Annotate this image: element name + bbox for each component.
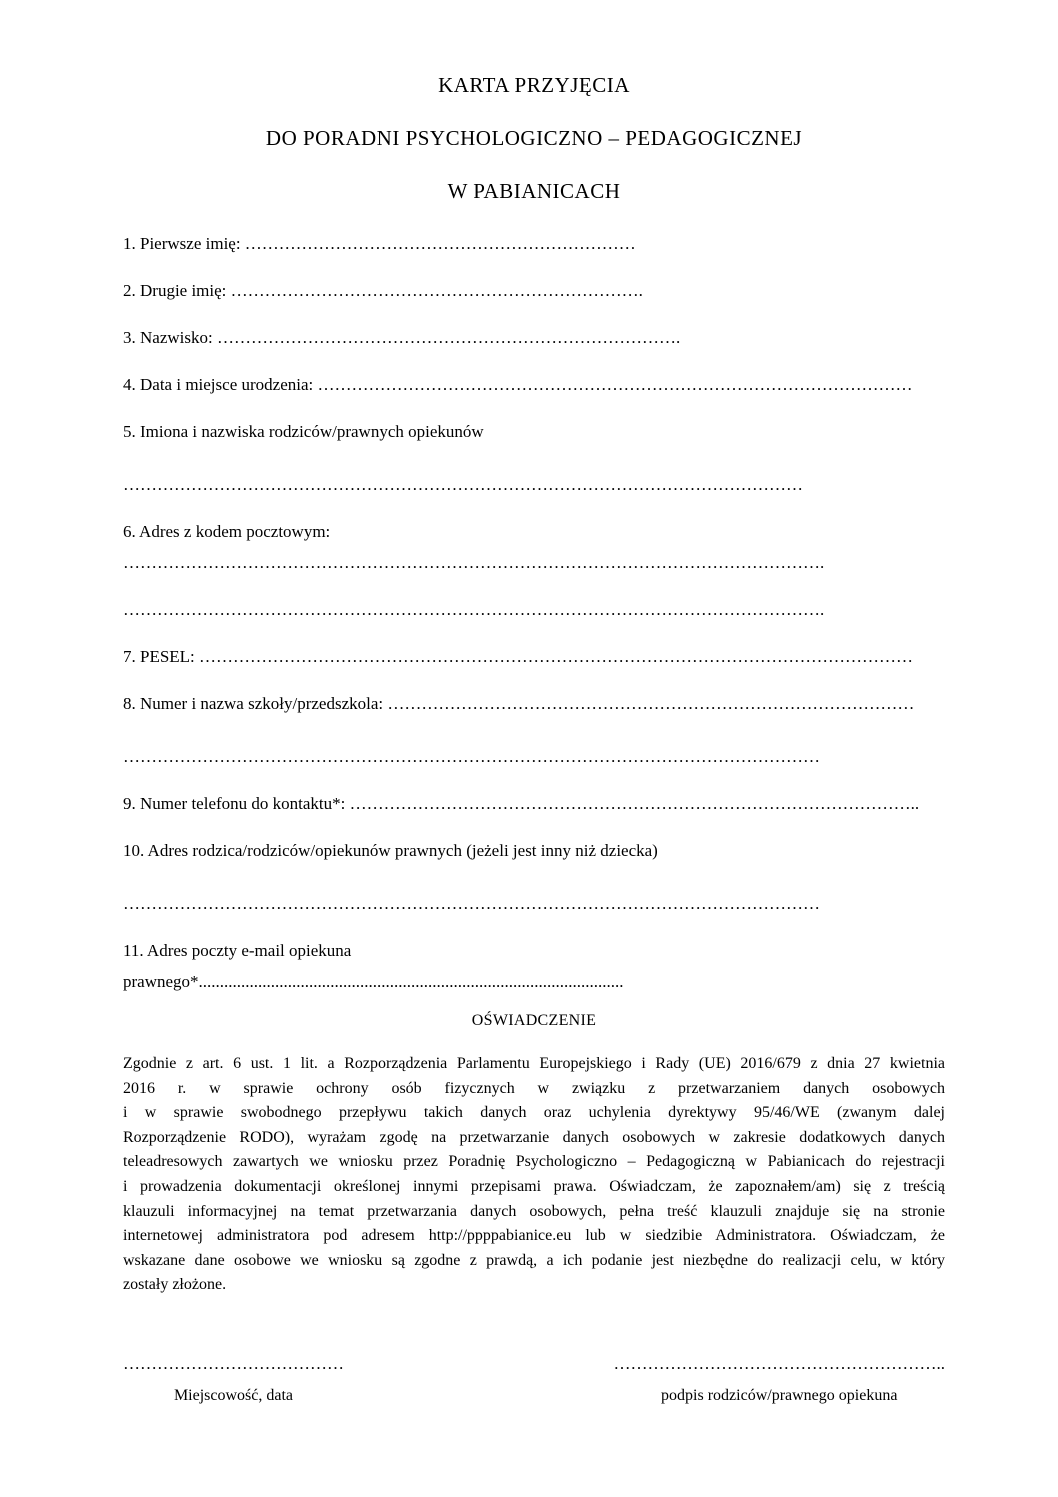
declaration-text-line: i prowadzenia dokumentacji określonej innymi przepisami prawa. Oświadczam, że zapoznałem/am) się z treścią (123, 1177, 945, 1195)
declaration-text-line: 2016 r. w sprawie ochrony osób fizycznych w związku z przetwarzaniem danych osobowych (123, 1079, 945, 1097)
signature-place-date (123, 1353, 344, 1405)
form-fields (123, 233, 945, 993)
signature-parent (614, 1353, 946, 1405)
signature-label-left: Miejscowość, data (173, 1386, 294, 1404)
declaration-text-line: i w sprawie swobodnego przepływu takich danych oraz uchylenia dyrektywy 95/46/WE (zwanym dalej (123, 1104, 945, 1122)
declaration-text-line: teleadresowych zawartych we wniosku przez Poradnię Psychologiczno – Pedagogiczną w Pabianicach do rejestracji (123, 1153, 945, 1171)
dotted-fill-line: …………………………………………………………………………………………………………… (123, 894, 820, 913)
dotted-fill-line: ………………………………………………………………………………………………………… (123, 475, 803, 494)
signature-label-right: podpis rodziców/prawnego opiekuna (661, 1386, 898, 1404)
form-field-line: 4. Data i miejsce urodzenia: …………………………………………………………………………………………… (123, 375, 913, 394)
signature-line-right: ………………………………………………….. (613, 1353, 945, 1373)
declaration-text-line: internetowej administratora pod adresem http://ppppabianice.eu lub w siedzibie Administratora. Oświadczam, że (123, 1227, 945, 1245)
form-field-line: 3. Nazwisko: ………………………………………………………………………. (123, 328, 681, 347)
title-line-3: W PABIANICACH (447, 179, 621, 203)
form-field-line: 7. PESEL: ……………………………………………………………………………………………………………… (123, 647, 914, 666)
dotted-fill-line: ……………………………………………………………………………………………………………. (123, 600, 825, 619)
form-field-line: 2. Drugie imię: ………………………………………………………………. (123, 281, 643, 300)
signature-row (123, 1353, 945, 1405)
title-line-2: DO PORADNI PSYCHOLOGICZNO – PEDAGOGICZNEJ (265, 126, 803, 150)
declaration-text-line: Rozporządzenie RODO), wyrażam zgodę na przetwarzanie danych osobowych w zakresie dodatkowych danych (123, 1128, 945, 1146)
form-field-line: 10. Adres rodzica/rodziców/opiekunów prawnych (jeżeli jest inny niż dziecka) (123, 841, 658, 860)
declaration-text-line: klauzuli informacyjnej na temat przetwarzania danych osobowych, pełna treść klauzuli znajduje się na stronie (123, 1202, 945, 1220)
document-title (123, 72, 945, 204)
form-field-line: 6. Adres z kodem pocztowym: (123, 522, 331, 541)
form-field-line: 9. Numer telefonu do kontaktu*: ……………………………………………………………………………………….. (123, 794, 920, 813)
form-field-line: 8. Numer i nazwa szkoły/przedszkola: ………………………………………………………………………………… (123, 694, 915, 713)
form-field-line: 11. Adres poczty e-mail opiekuna (123, 941, 352, 960)
title-line-1: KARTA PRZYJĘCIA (438, 73, 630, 97)
declaration-heading: OŚWIADCZENIE (471, 1012, 597, 1029)
dotted-fill-line: ……………………………………………………………………………………………………………. (123, 553, 825, 572)
declaration-text-line: wskazane dane osobowe we wniosku są zgodne z prawdą, a ich podanie jest niezbędne do realizacji celu, w który (123, 1251, 945, 1269)
declaration-body (123, 1052, 945, 1298)
declaration-text-line: Zgodnie z art. 6 ust. 1 lit. a Rozporządzenia Parlamentu Europejskiego i Rady (UE) 2016/679 z dnia 27 kwietnia (123, 1055, 945, 1072)
form-field-line: 1. Pierwsze imię: …………………………………………………………… (123, 234, 636, 253)
form-field-line: 5. Imiona i nazwiska rodziców/prawnych opiekunów (123, 422, 484, 441)
signature-line-left: ………………………………… (123, 1353, 344, 1373)
declaration-text-line: zostały złożone. (123, 1276, 227, 1294)
dotted-fill-line: …………………………………………………………………………………………………………… (123, 747, 820, 766)
dotted-fill-line: prawnego*.................................................................................................... (123, 972, 624, 991)
